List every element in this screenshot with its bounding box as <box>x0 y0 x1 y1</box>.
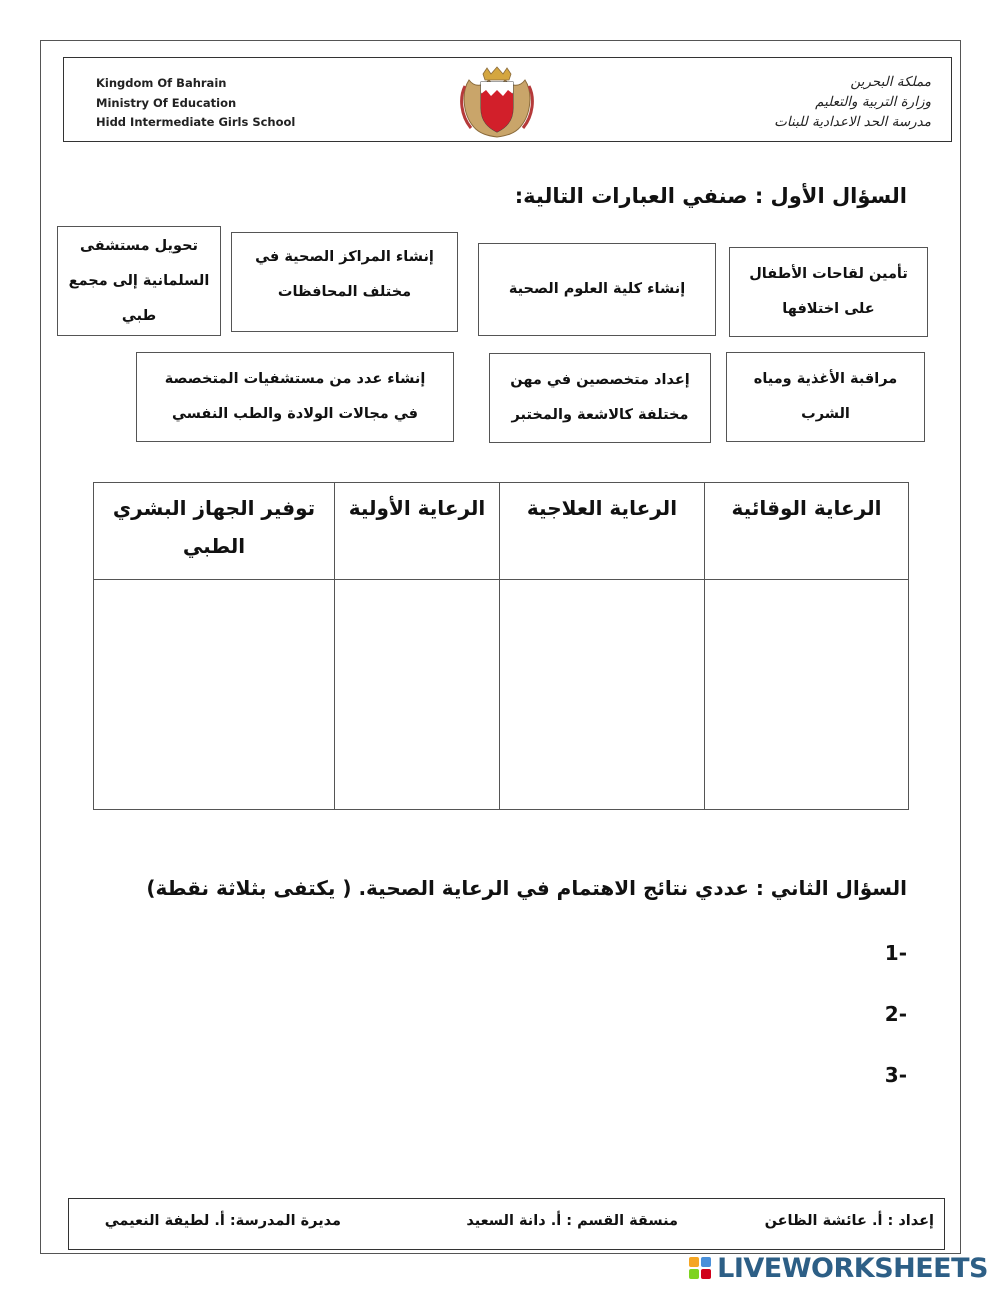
card-line: إنشاء المراكز الصحية في <box>255 249 434 265</box>
answer-item-number: 3- <box>884 1063 907 1087</box>
school-header <box>63 57 952 142</box>
card-line: في مجالات الولادة والطب النفسي <box>172 406 418 422</box>
question1-title: السؤال الأول : صنفي العبارات التالية: <box>514 184 907 208</box>
statement-card[interactable] <box>726 352 925 442</box>
header-en-line: Hidd Intermediate Girls School <box>96 115 296 129</box>
column-header: توفير الجهاز البشري الطبي <box>94 483 335 580</box>
department-coordinator: منسقة القسم : أ. دانة السعيد <box>466 1213 678 1229</box>
question2-title: السؤال الثاني : عددي نتائج الاهتمام في الرعاية الصحية. ( يكتفى بثلاثة نقطة) <box>146 876 907 900</box>
card-line: طبي <box>121 307 157 324</box>
card-line: مراقبة الأغذية ومياه <box>753 371 898 387</box>
statement-card[interactable] <box>489 353 711 443</box>
statement-card[interactable] <box>136 352 454 442</box>
column-header: الرعاية الأولية <box>335 483 500 580</box>
header-ar-line: مدرسة الحد الاعدادية للبنات <box>774 114 931 130</box>
statement-card[interactable] <box>231 232 458 332</box>
card-line: تأمين لقاحات الأطفال <box>749 266 908 282</box>
card-line: الشرب <box>801 406 850 422</box>
statement-card[interactable] <box>729 247 928 337</box>
drop-zone-cell[interactable] <box>94 580 335 810</box>
card-line: السلمانية إلى مجمع <box>68 272 210 289</box>
table-header-row <box>94 483 909 580</box>
header-en-line: Kingdom Of Bahrain <box>96 76 227 90</box>
header-ar-line: وزارة التربية والتعليم <box>815 94 931 110</box>
bahrain-emblem-icon <box>459 66 535 138</box>
statement-card[interactable] <box>57 226 221 336</box>
card-line: إعداد متخصصين في مهن <box>510 372 690 388</box>
credits-footer <box>68 1198 945 1250</box>
liveworksheets-logo-icon <box>689 1257 711 1279</box>
card-line: إنشاء كلية العلوم الصحية <box>508 281 686 297</box>
classification-table <box>93 482 909 810</box>
liveworksheets-brand[interactable] <box>689 1252 988 1284</box>
answer-item-number: 2- <box>884 1002 907 1026</box>
drop-zone-cell[interactable] <box>705 580 909 810</box>
column-header: الرعاية الوقائية <box>705 483 909 580</box>
prepared-by: إعداد : أ. عائشة الظاعن <box>764 1213 934 1229</box>
arabic-header-text <box>774 72 931 132</box>
table-row <box>94 580 909 810</box>
card-line: تحويل مستشفى <box>80 237 198 254</box>
card-line: مختلفة كالاشعة والمختبر <box>511 407 689 423</box>
english-header-text <box>96 74 295 133</box>
brand-name: LIVEWORKSHEETS <box>717 1252 988 1284</box>
card-line: على اختلافها <box>782 301 875 317</box>
drop-zone-cell[interactable] <box>500 580 705 810</box>
header-en-line: Ministry Of Education <box>96 95 237 110</box>
card-line: إنشاء عدد من مستشفيات المتخصصة <box>164 371 426 387</box>
header-ar-line: مملكة البحرين <box>850 74 931 90</box>
answer-item-number: 1- <box>884 941 907 965</box>
drop-zone-cell[interactable] <box>335 580 500 810</box>
statement-card[interactable] <box>478 243 716 336</box>
column-header: الرعاية العلاجية <box>500 483 705 580</box>
card-line: مختلف المحافظات <box>277 284 412 300</box>
school-principal: مديرة المدرسة: أ. لطيفة النعيمي <box>104 1213 341 1229</box>
